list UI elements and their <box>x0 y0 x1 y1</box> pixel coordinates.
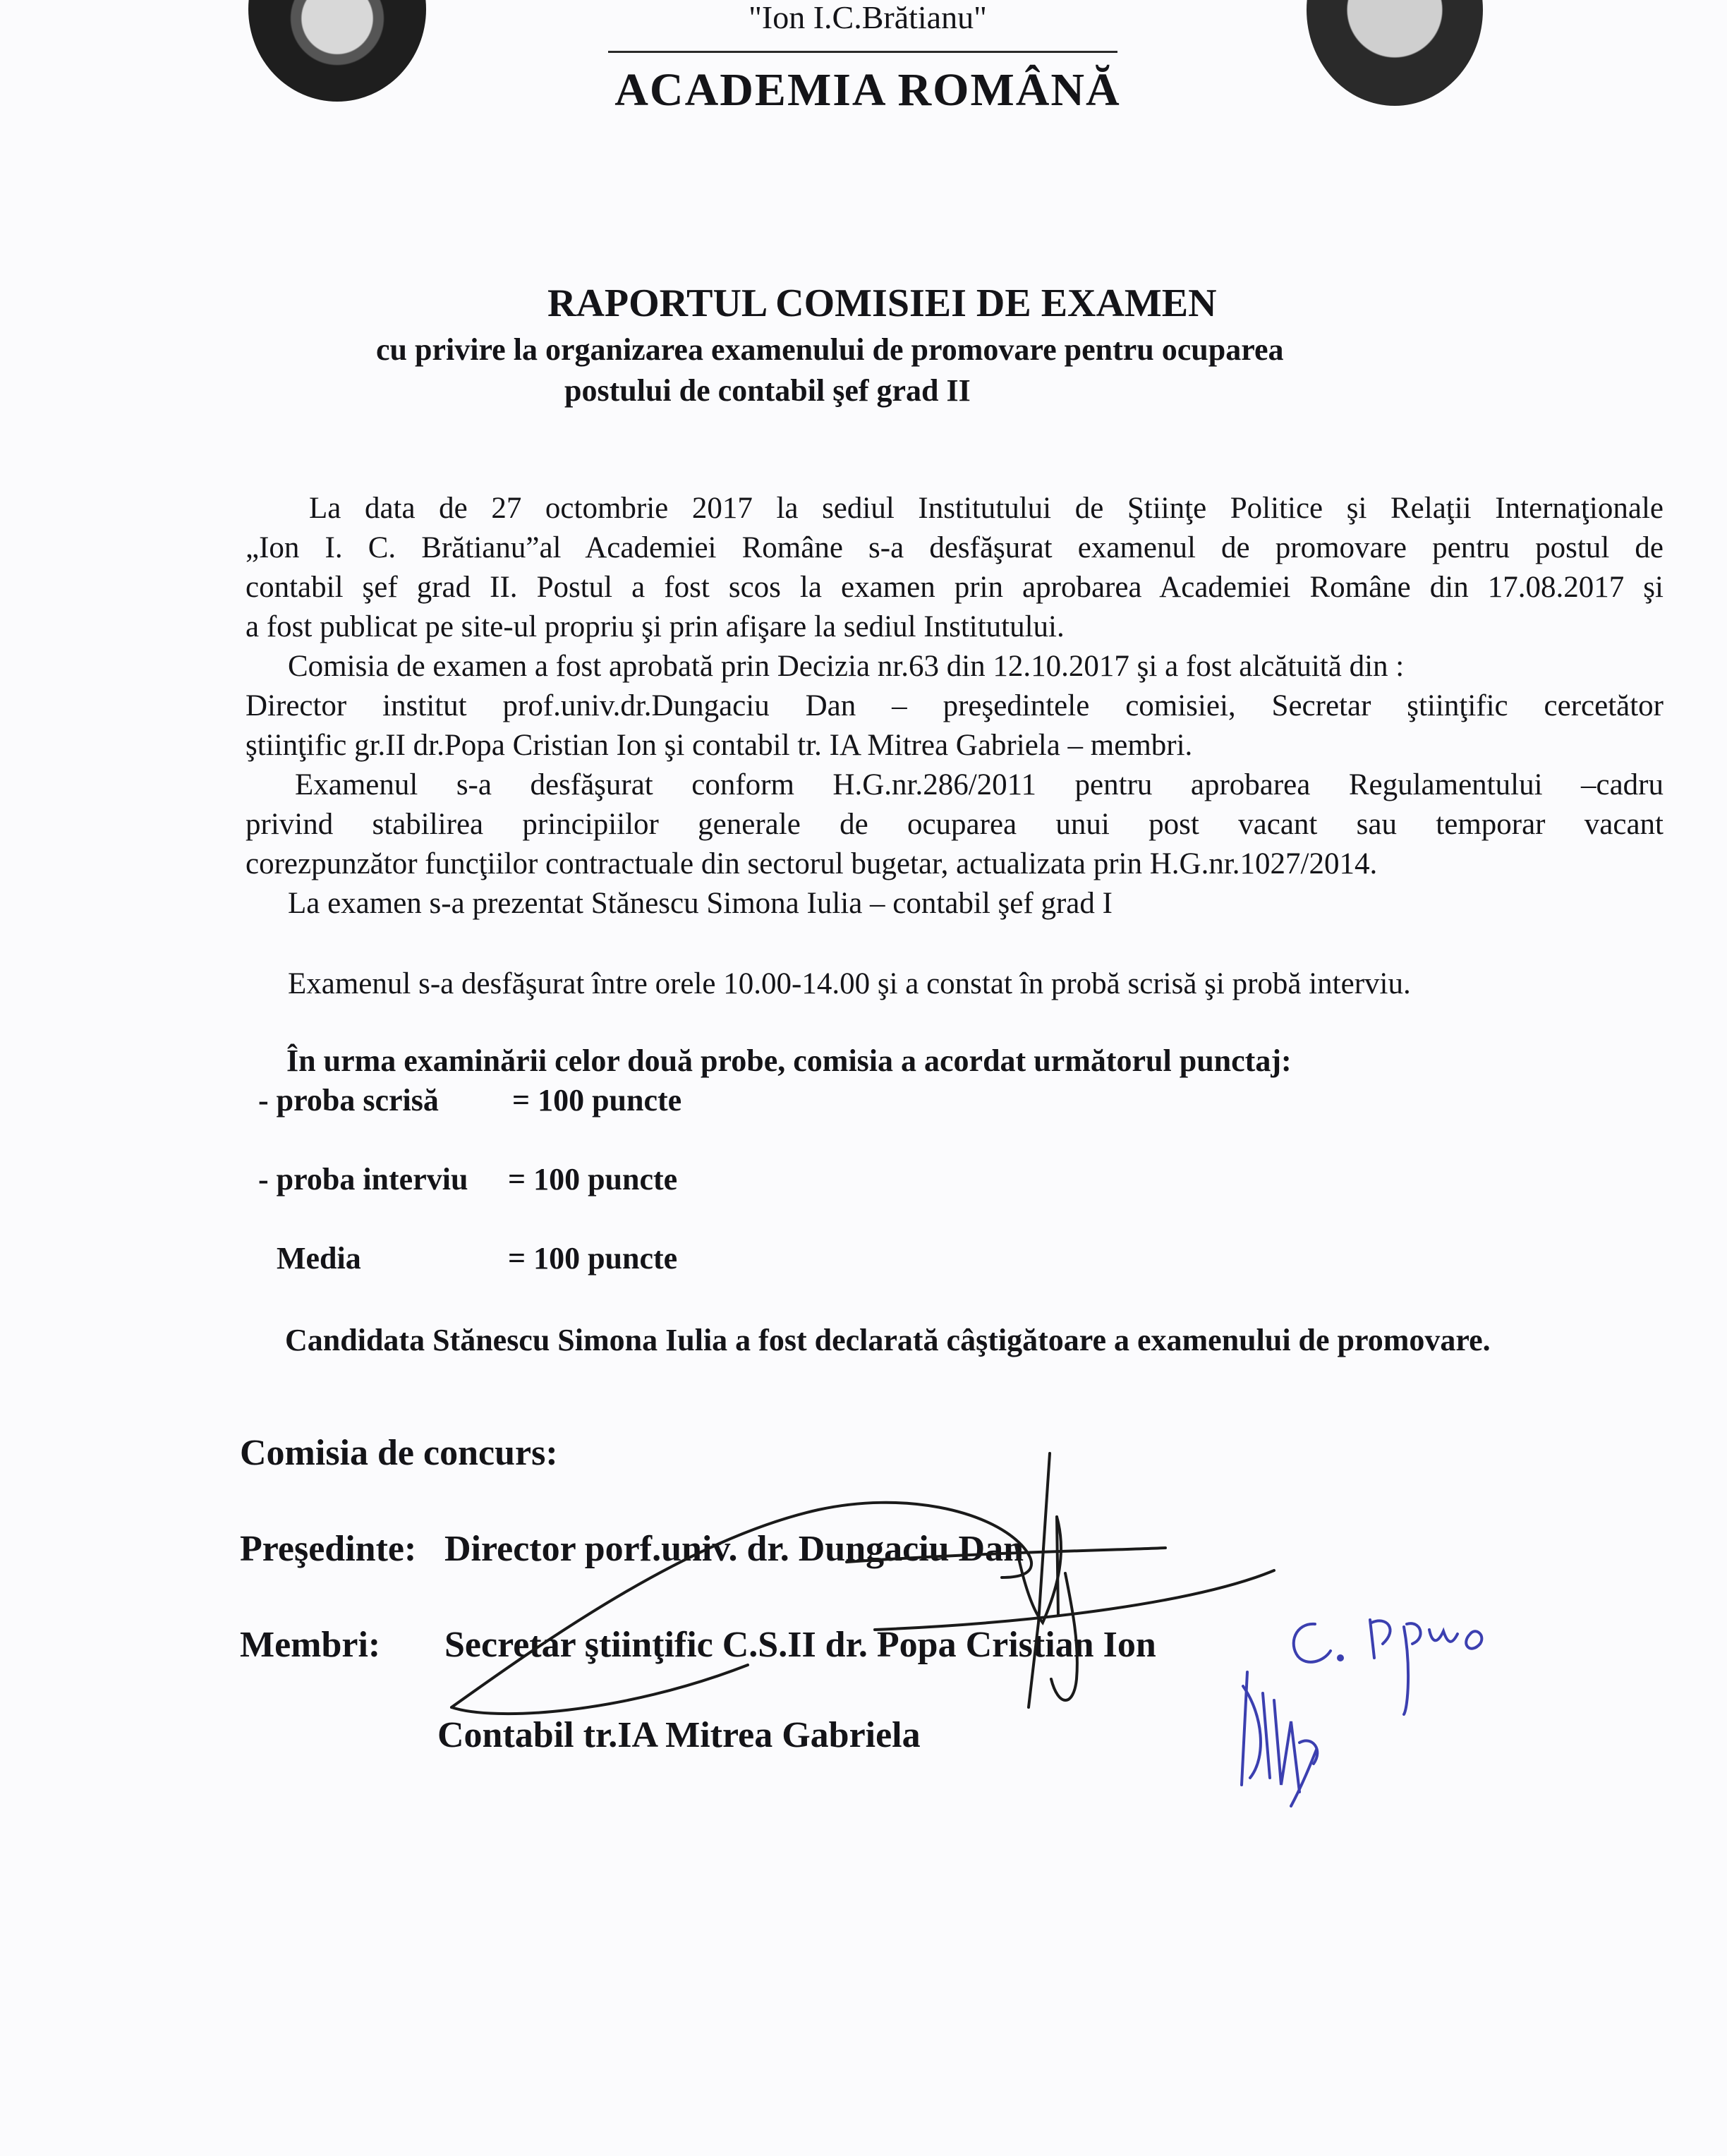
score-label-average: Media <box>277 1241 361 1276</box>
portrait-medallion <box>1307 0 1483 106</box>
document-title: RAPORTUL COMISIEI DE EXAMEN <box>547 281 1217 325</box>
conclusion: Candidata Stănescu Simona Iulia a fost declarată câştigătoare a examenului de promovare. <box>285 1323 1491 1357</box>
members-label: Membri: <box>240 1625 381 1665</box>
member-2: Contabil tr.IA Mitrea Gabriela <box>437 1715 921 1755</box>
document-subtitle-line-1: cu privire la organizarea examenului de promovare pentru ocuparea <box>376 332 1284 367</box>
score-value-average: = 100 puncte <box>508 1241 678 1276</box>
president-signature <box>452 1453 1274 1714</box>
results-intro: În urma examinării celor două probe, comisia a acordat următorul punctaj: <box>286 1043 1292 1078</box>
president-name: Director porf.univ. dr. Dungaciu Dan <box>444 1529 1024 1569</box>
paragraph-2-line-2: Director institut prof.univ.dr.Dungaciu Dan – preşedintele comisiei, Secretar ştiinţific cercetător <box>246 689 1664 722</box>
score-label-written: - proba scrisă <box>258 1083 439 1118</box>
paragraph-3-line-3: corezpunzător funcţiilor contractuale din sectorul bugetar, actualizata prin H.G.nr.1027/2014. <box>246 847 1378 880</box>
member-1: Secretar ştiinţific C.S.II dr. Popa Cristian Ion <box>444 1625 1156 1665</box>
member-2-signature <box>1242 1672 1317 1806</box>
paragraph-3-line-2: privind stabilirea principiilor generale de ocuparea unui post vacant sau temporar vacant <box>246 808 1664 841</box>
institute-seal-logo <box>248 0 426 102</box>
paragraph-4: La examen s-a prezentat Stănescu Simona Iulia – contabil şef grad I <box>288 887 1113 920</box>
document-subtitle-line-2: postului de contabil şef grad II <box>564 373 971 408</box>
institute-name: "Ion I.C.Brătianu" <box>749 0 987 35</box>
commission-heading: Comisia de concurs: <box>240 1433 558 1473</box>
score-value-written: = 100 puncte <box>512 1083 682 1118</box>
header-divider <box>608 51 1117 53</box>
academy-name: ACADEMIA ROMÂNĂ <box>614 64 1121 116</box>
score-label-interview: - proba interviu <box>258 1162 468 1197</box>
paragraph-3-line-1: Examenul s-a desfăşurat conform H.G.nr.286/2011 pentru aprobarea Regulamentului –cadru <box>295 768 1664 801</box>
paragraph-1-line-2: „Ion I. C. Brătianu”al Academiei Române s-a desfăşurat examenul de promovare pentru postul de <box>246 531 1664 564</box>
paragraph-1-line-1: La data de 27 octombrie 2017 la sediul Institutului de Ştiinţe Politice şi Relaţii Internaţionale <box>309 492 1664 525</box>
member-1-initials-signature <box>1294 1620 1482 1714</box>
score-value-interview: = 100 puncte <box>508 1162 678 1197</box>
president-label: Preşedinte: <box>240 1529 417 1569</box>
paragraph-5: Examenul s-a desfăşurat între orele 10.00-14.00 şi a constat în probă scrisă şi probă interviu. <box>288 967 1411 1000</box>
paragraph-2-line-3: ştiinţific gr.II dr.Popa Cristian Ion şi contabil tr. IA Mitrea Gabriela – membri. <box>246 729 1193 762</box>
paragraph-2-line-1: Comisia de examen a fost aprobată prin Decizia nr.63 din 12.10.2017 şi a fost alcătuită din : <box>288 650 1405 683</box>
paragraph-1-line-4: a fost publicat pe site-ul propriu şi prin afişare la sediul Institutului. <box>246 610 1065 643</box>
paragraph-1-line-3: contabil şef grad II. Postul a fost scos la examen prin aprobarea Academiei Române din 17.08.2017 şi <box>246 571 1664 604</box>
